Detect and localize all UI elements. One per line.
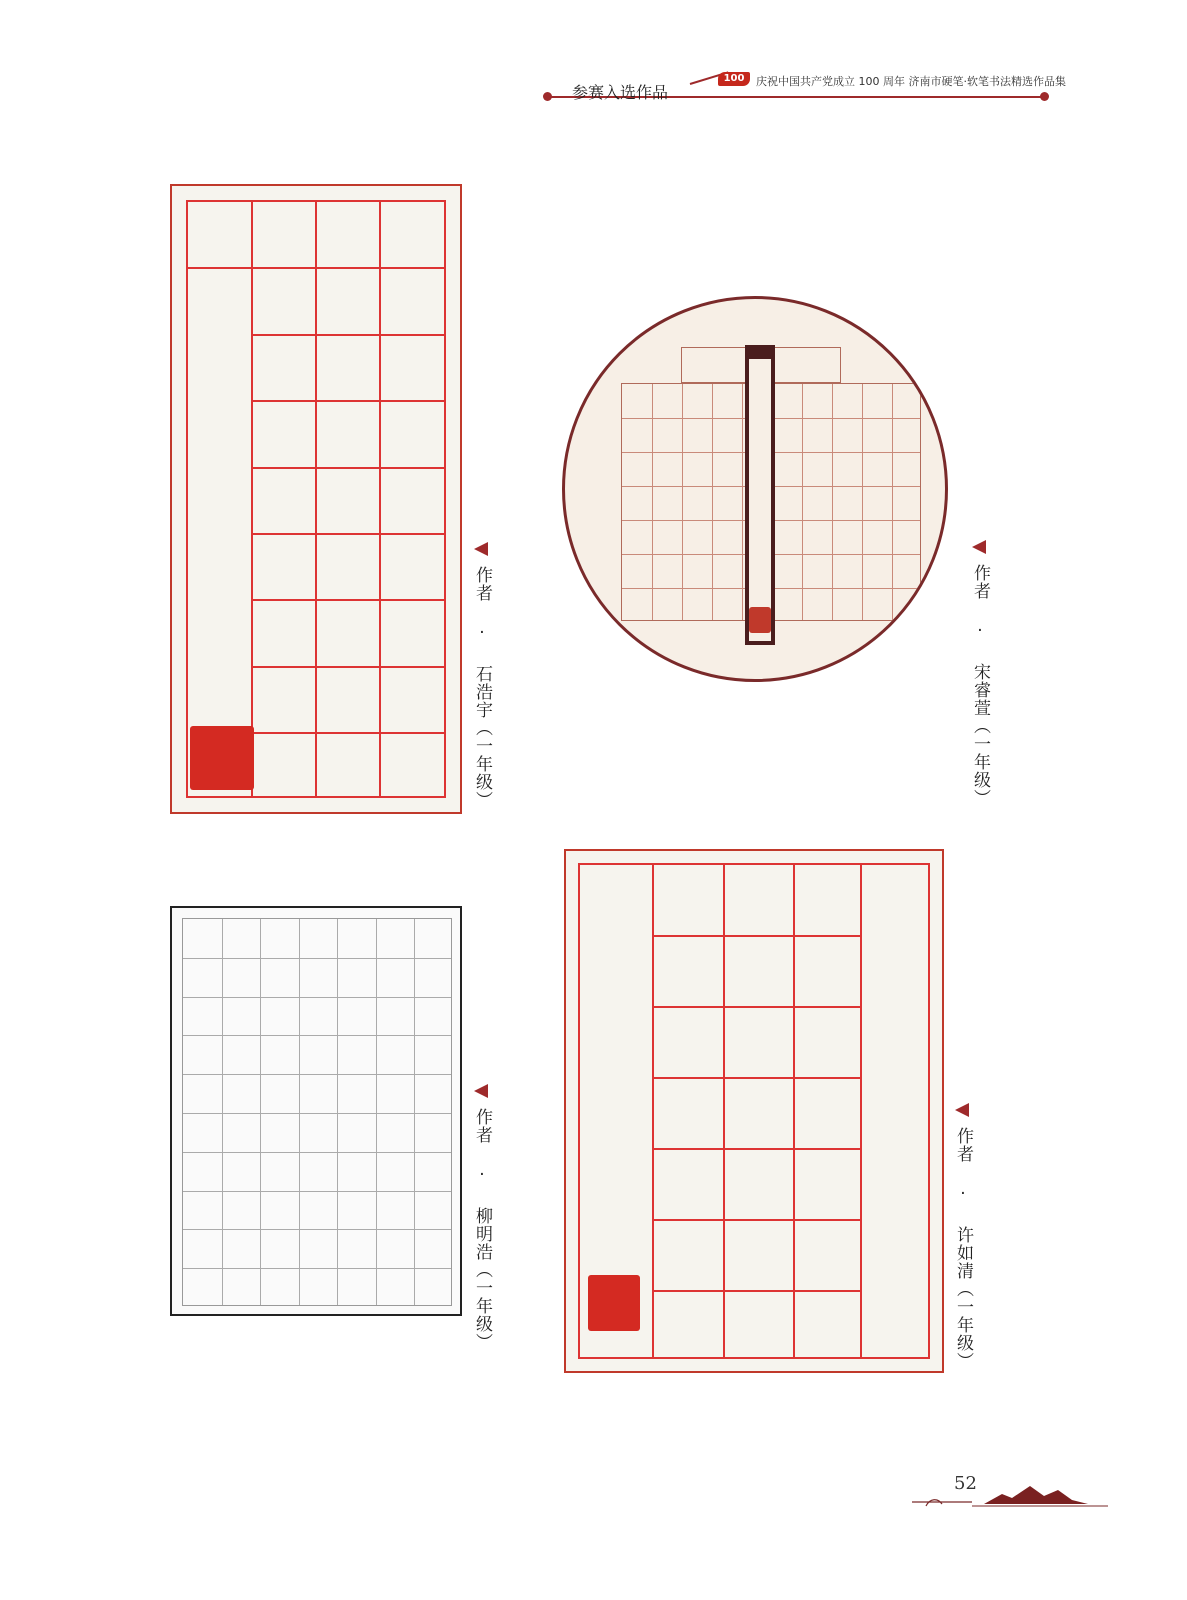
poem-character xyxy=(781,519,811,553)
signature-character xyxy=(745,505,775,537)
author-pointer-icon xyxy=(955,1103,969,1117)
poem-character xyxy=(380,468,444,534)
title-character xyxy=(872,1055,922,1107)
poem-character xyxy=(260,997,299,1036)
signature-character xyxy=(745,441,775,473)
poem-character xyxy=(414,1268,453,1307)
poem-character xyxy=(376,1268,415,1307)
page-number: 52 xyxy=(954,1473,977,1494)
signature-character xyxy=(745,569,775,601)
calligraphy-work-3 xyxy=(170,906,462,1316)
poem-character xyxy=(722,1149,792,1220)
poem-character xyxy=(625,553,655,587)
poem-character xyxy=(722,1291,792,1362)
poem-character xyxy=(781,485,811,519)
poem-character xyxy=(252,335,316,401)
poem-character xyxy=(183,1035,222,1074)
poem-character xyxy=(316,600,380,666)
calligraphy-work-2 xyxy=(562,296,948,682)
poem-character xyxy=(380,534,444,600)
title-character xyxy=(778,348,810,382)
poem-character xyxy=(414,1152,453,1191)
signature-character xyxy=(745,537,775,569)
poem-character xyxy=(871,417,901,451)
poem-character xyxy=(792,865,862,936)
poem-character xyxy=(222,1074,261,1113)
work4-author: 作者 · 许如清（一年级） xyxy=(953,1127,973,1370)
poem-character xyxy=(655,451,685,485)
poem-character xyxy=(337,997,376,1036)
title-character xyxy=(682,348,714,382)
poem-character xyxy=(380,667,444,733)
signature-character xyxy=(745,473,775,505)
poem-character xyxy=(722,1007,792,1078)
poem-character xyxy=(222,1229,261,1268)
poem-character xyxy=(685,451,715,485)
signature-character xyxy=(590,1209,640,1247)
poem-character xyxy=(252,667,316,733)
poem-character xyxy=(841,553,871,587)
poem-character xyxy=(655,485,685,519)
poem-character xyxy=(811,417,841,451)
title-character xyxy=(714,348,746,382)
poem-character xyxy=(316,534,380,600)
work2-author: 作者 · 宋睿萱（一年级） xyxy=(970,564,990,807)
header-dot-left xyxy=(543,92,552,101)
poem-character xyxy=(811,519,841,553)
poem-character xyxy=(380,401,444,467)
poem-character xyxy=(625,485,655,519)
poem-character xyxy=(260,1113,299,1152)
poem-character xyxy=(183,1113,222,1152)
poem-character xyxy=(316,733,380,799)
poem-character xyxy=(652,1220,722,1291)
poem-character xyxy=(299,997,338,1036)
author-pointer-icon xyxy=(474,1084,488,1098)
signature-character xyxy=(745,409,775,441)
work3-grid xyxy=(182,918,452,1306)
poem-character xyxy=(652,1149,722,1220)
poem-character xyxy=(299,1229,338,1268)
poem-character xyxy=(260,1152,299,1191)
poem-character xyxy=(252,534,316,600)
poem-character xyxy=(685,519,715,553)
poem-character xyxy=(260,1268,299,1307)
poem-character xyxy=(781,417,811,451)
poem-character xyxy=(183,1229,222,1268)
poem-character xyxy=(655,417,685,451)
section-title: 参赛入选作品 xyxy=(572,83,669,102)
poem-character xyxy=(252,401,316,467)
title-character xyxy=(872,951,922,1003)
poem-character xyxy=(715,417,745,451)
signature-character xyxy=(590,1095,640,1133)
poem-character xyxy=(376,997,415,1036)
author-pointer-icon xyxy=(474,542,488,556)
poem-character xyxy=(337,1035,376,1074)
title-character xyxy=(872,1159,922,1211)
poem-character xyxy=(299,1113,338,1152)
title-character xyxy=(260,919,299,958)
poem-character xyxy=(792,1007,862,1078)
poem-character xyxy=(414,1074,453,1113)
poem-character xyxy=(792,1291,862,1362)
poem-character xyxy=(722,1078,792,1149)
poem-character xyxy=(685,553,715,587)
title-character xyxy=(376,919,415,958)
poem-character xyxy=(299,1191,338,1230)
poem-character xyxy=(792,936,862,1007)
signature-character xyxy=(745,377,775,409)
poem-character xyxy=(316,468,380,534)
poem-character xyxy=(414,958,453,997)
poem-character xyxy=(715,519,745,553)
poem-character xyxy=(252,202,316,268)
poem-character xyxy=(252,468,316,534)
poem-character xyxy=(376,1074,415,1113)
poem-character xyxy=(222,958,261,997)
poem-character xyxy=(316,335,380,401)
poem-character xyxy=(252,600,316,666)
poem-character xyxy=(252,733,316,799)
poem-character xyxy=(625,519,655,553)
poem-character xyxy=(299,1074,338,1113)
mountain-ornament-icon xyxy=(912,1480,1108,1510)
poem-character xyxy=(380,202,444,268)
poem-character xyxy=(299,1035,338,1074)
poem-character xyxy=(655,519,685,553)
seal-stamp xyxy=(190,726,254,790)
poem-character xyxy=(652,1007,722,1078)
poem-character xyxy=(337,1113,376,1152)
poem-character xyxy=(299,958,338,997)
title-character xyxy=(872,1003,922,1055)
poem-character xyxy=(655,553,685,587)
poem-character xyxy=(316,401,380,467)
poem-character xyxy=(414,1191,453,1230)
poem-character xyxy=(841,485,871,519)
poem-character xyxy=(222,1113,261,1152)
poem-character xyxy=(183,1268,222,1307)
title-character xyxy=(810,348,842,382)
poem-character xyxy=(376,1035,415,1074)
poem-character xyxy=(722,1220,792,1291)
poem-character xyxy=(414,1035,453,1074)
poem-character xyxy=(652,936,722,1007)
work1-grid xyxy=(186,200,446,798)
inscription xyxy=(194,308,248,668)
poem-character xyxy=(376,1113,415,1152)
poem-character xyxy=(715,485,745,519)
work3-author: 作者 · 柳明浩（一年级） xyxy=(472,1108,492,1351)
poem-character xyxy=(811,553,841,587)
poem-character xyxy=(652,1078,722,1149)
poem-character xyxy=(316,667,380,733)
poem-character xyxy=(811,451,841,485)
poem-character xyxy=(260,1191,299,1230)
poem-character xyxy=(252,268,316,334)
poem-character xyxy=(188,202,252,268)
poem-character xyxy=(722,936,792,1007)
signature-character xyxy=(590,1171,640,1209)
work4-grid xyxy=(652,865,862,1357)
poem-character xyxy=(625,417,655,451)
poem-character xyxy=(337,1152,376,1191)
poem-character xyxy=(715,451,745,485)
signature-character xyxy=(590,1133,640,1171)
title-character xyxy=(299,919,338,958)
poem-character xyxy=(380,733,444,799)
seal-stamp xyxy=(749,607,771,633)
title-character xyxy=(872,1107,922,1159)
header-dot-right xyxy=(1040,92,1049,101)
poem-character xyxy=(792,1220,862,1291)
poem-character xyxy=(337,1191,376,1230)
poem-character xyxy=(380,600,444,666)
poem-character xyxy=(841,417,871,451)
poem-character xyxy=(183,958,222,997)
poem-character xyxy=(414,1113,453,1152)
poem-character xyxy=(414,997,453,1036)
poem-character xyxy=(183,997,222,1036)
poem-character xyxy=(871,519,901,553)
poem-character xyxy=(380,335,444,401)
poem-character xyxy=(380,268,444,334)
poem-character xyxy=(376,1191,415,1230)
poem-character xyxy=(260,958,299,997)
poem-character xyxy=(652,865,722,936)
poem-character xyxy=(685,417,715,451)
author-pointer-icon xyxy=(972,540,986,554)
poem-character xyxy=(260,1035,299,1074)
collection-subtitle: 庆祝中国共产党成立 100 周年 济南市硬笔·软笔书法精选作品集 xyxy=(756,75,1066,88)
poem-character xyxy=(376,1229,415,1268)
seal-stamp xyxy=(588,1275,640,1331)
poem-character xyxy=(183,1074,222,1113)
poem-character xyxy=(316,202,380,268)
poem-character xyxy=(722,865,792,936)
poem-character xyxy=(337,1229,376,1268)
poem-character xyxy=(222,997,261,1036)
poem-character xyxy=(316,268,380,334)
poem-character xyxy=(222,1191,261,1230)
poem-character xyxy=(841,451,871,485)
poem-character xyxy=(841,519,871,553)
centenary-badge: 100 xyxy=(718,72,750,86)
poem-character xyxy=(781,553,811,587)
poem-character xyxy=(685,485,715,519)
poem-character xyxy=(299,1152,338,1191)
work4-frame xyxy=(578,863,930,1359)
poem-character xyxy=(652,1291,722,1362)
poem-character xyxy=(337,958,376,997)
poem-character xyxy=(871,451,901,485)
poem-character xyxy=(299,1268,338,1307)
poem-character xyxy=(337,1074,376,1113)
poem-character xyxy=(222,1152,261,1191)
poem-character xyxy=(183,1152,222,1191)
poem-character xyxy=(222,1268,261,1307)
poem-character xyxy=(260,1229,299,1268)
poem-character xyxy=(781,451,811,485)
title-character xyxy=(337,919,376,958)
poem-character xyxy=(183,1191,222,1230)
poem-character xyxy=(792,1078,862,1149)
poem-character xyxy=(414,1229,453,1268)
poem-character xyxy=(376,1152,415,1191)
calligraphy-work-4 xyxy=(564,849,944,1373)
poem-character xyxy=(792,1149,862,1220)
poem-character xyxy=(811,485,841,519)
work1-author: 作者 · 石浩宇（一年级） xyxy=(472,566,492,809)
poem-character xyxy=(376,958,415,997)
calligraphy-work-1 xyxy=(170,184,462,814)
poem-character xyxy=(625,451,655,485)
poem-character xyxy=(871,553,901,587)
poem-character xyxy=(260,1074,299,1113)
poem-character xyxy=(715,553,745,587)
poem-character xyxy=(871,485,901,519)
poem-character xyxy=(337,1268,376,1307)
poem-character xyxy=(222,1035,261,1074)
